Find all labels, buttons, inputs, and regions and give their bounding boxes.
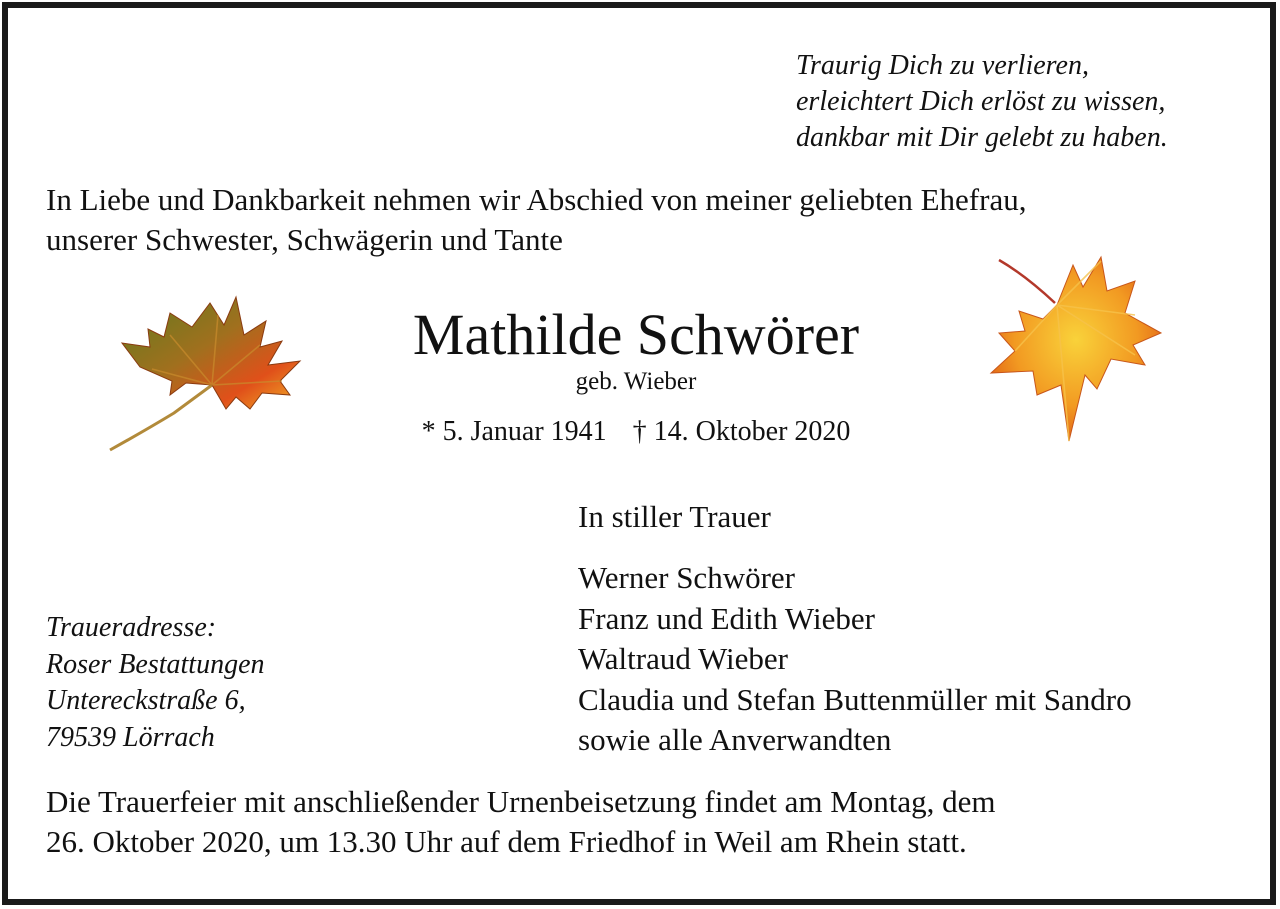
- poem-line: Traurig Dich zu verlieren,: [796, 50, 1089, 81]
- mourner-name: Franz und Edith Wieber: [578, 600, 875, 636]
- poem-line: dankbar mit Dir gelebt zu haben.: [796, 122, 1168, 153]
- mourner-name: sowie alle Anverwandten: [578, 722, 892, 757]
- memorial-poem: [796, 48, 1168, 156]
- mourner-name: Werner Schwörer: [578, 560, 795, 595]
- mourning-address: [46, 610, 265, 756]
- intro-text: [46, 180, 1026, 260]
- deceased-name: Mathilde Schwörer: [412, 302, 860, 367]
- mourner-name: Waltraud Wieber: [578, 641, 789, 676]
- address-line: 79539 Lörrach: [46, 721, 215, 753]
- death-date: † 14. Oktober 2020: [632, 416, 851, 447]
- mourning-heading: In stiller Trauer: [578, 499, 771, 534]
- mourner-list: [578, 558, 1132, 761]
- address-line: Untereckstraße 6,: [46, 685, 246, 716]
- service-line: Die Trauerfeier mit anschließender Urnenbeisetzung findet am Montag, dem: [46, 784, 996, 819]
- intro-line: In Liebe und Dankbarkeit nehmen wir Abschied von meiner geliebten Ehefrau,: [46, 182, 1027, 217]
- intro-line: unserer Schwester, Schwägerin und Tante: [46, 222, 563, 257]
- mourner-name: Claudia und Stefan Buttenmüller mit Sandro: [578, 681, 1132, 717]
- service-announcement: [46, 782, 996, 862]
- maple-leaf-icon: [985, 255, 1165, 445]
- address-line: Traueradresse:: [46, 612, 217, 643]
- maiden-name: geb. Wieber: [575, 368, 697, 395]
- birth-date: * 5. Januar 1941: [421, 416, 607, 447]
- poem-line: erleichtert Dich erlöst zu wissen,: [796, 86, 1166, 117]
- address-line: Roser Bestattungen: [46, 648, 265, 680]
- service-line: 26. Oktober 2020, um 13.30 Uhr auf dem Friedhof in Weil am Rhein statt.: [46, 824, 967, 859]
